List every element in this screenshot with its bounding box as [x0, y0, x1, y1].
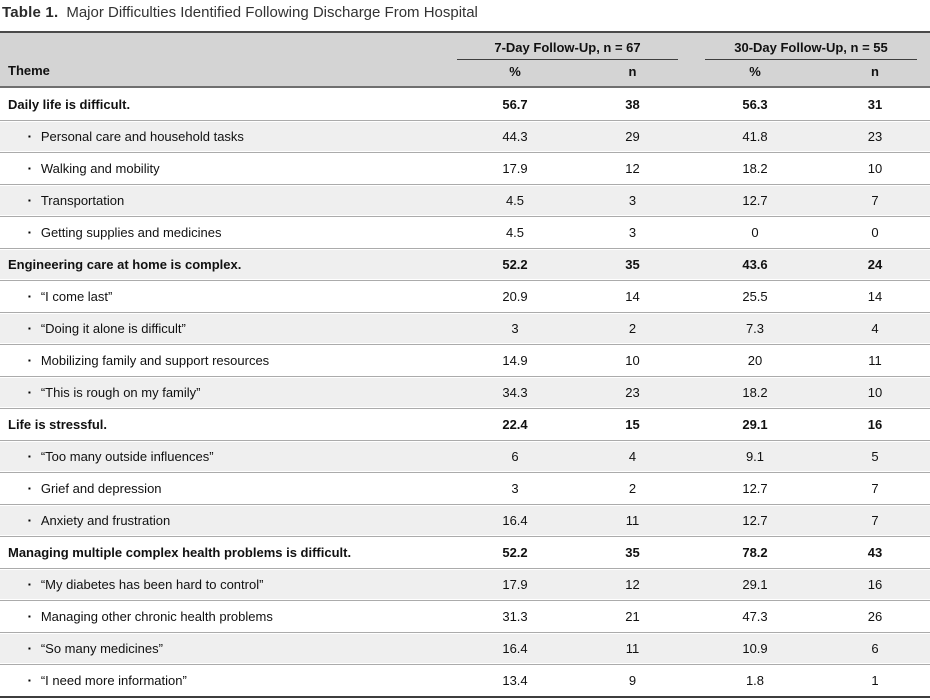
- value-cell-30day-n: 1: [871, 673, 879, 688]
- value-cell-30day-percent: 18.2: [742, 385, 768, 400]
- theme-label: Grief and depression: [40, 481, 162, 496]
- subheader-row-7day: [455, 60, 690, 86]
- theme-cell: [0, 609, 455, 624]
- value-cell-7day-percent: 16.4: [502, 513, 528, 528]
- value-cell-30day-n: 43: [867, 545, 883, 560]
- value-cell-30day-percent: 78.2: [742, 545, 768, 560]
- bullet-icon: ▪: [28, 484, 31, 493]
- table-row: [0, 632, 930, 664]
- value-cell-30day-percent: 7.3: [745, 321, 765, 336]
- value-cell-30day-n: 10: [867, 385, 883, 400]
- theme-label: Life is stressful.: [8, 417, 107, 432]
- value-cell-30day-percent: 0: [751, 225, 759, 240]
- value-cell-7day-percent: 34.3: [502, 385, 528, 400]
- value-cell-30day-n: 14: [867, 289, 883, 304]
- theme-cell: [0, 353, 455, 368]
- value-cell-30day-n: 5: [871, 449, 879, 464]
- theme-label: Anxiety and frustration: [40, 513, 171, 528]
- theme-cell: [0, 193, 455, 208]
- theme-label: Personal care and household tasks: [40, 129, 244, 144]
- value-cell-30day-n: 26: [867, 609, 883, 624]
- value-cell-30day-percent: 41.8: [742, 129, 768, 144]
- subheader-percent-30day: %: [749, 64, 761, 79]
- value-cell-7day-percent: 6: [511, 449, 519, 464]
- value-cell-30day-n: 24: [867, 257, 883, 272]
- theme-label: “Doing it alone is difficult”: [40, 321, 186, 336]
- bullet-icon: ▪: [28, 324, 31, 333]
- theme-label: Managing multiple complex health problems is difficult.: [8, 545, 352, 560]
- value-cell-30day-percent: 18.2: [742, 161, 768, 176]
- value-cell-7day-n: 14: [625, 289, 640, 304]
- value-cell-7day-n: 12: [625, 161, 640, 176]
- theme-cell: [0, 417, 455, 432]
- theme-cell: [0, 641, 455, 656]
- theme-cell: [0, 577, 455, 592]
- table-header: [0, 33, 930, 88]
- value-cell-7day-percent: 44.3: [502, 129, 528, 144]
- value-cell-7day-n: 15: [625, 417, 640, 432]
- theme-label: “Too many outside influences”: [40, 449, 214, 464]
- table-title: [0, 0, 930, 31]
- bullet-icon: ▪: [28, 292, 31, 301]
- theme-cell: [0, 385, 455, 400]
- value-cell-30day-percent: 12.7: [742, 481, 768, 496]
- table-row: [0, 152, 930, 184]
- value-cell-30day-n: 4: [871, 321, 879, 336]
- value-cell-7day-n: 35: [625, 545, 640, 560]
- theme-label: Daily life is difficult.: [8, 96, 131, 112]
- value-cell-30day-percent: 56.3: [742, 96, 768, 112]
- theme-label: “So many medicines”: [40, 641, 163, 656]
- bullet-icon: ▪: [28, 132, 31, 141]
- table-row: [0, 312, 930, 344]
- theme-cell: [0, 321, 455, 336]
- table-row: [0, 408, 930, 440]
- value-cell-30day-n: 7: [871, 193, 879, 208]
- table-row: [0, 184, 930, 216]
- bullet-icon: ▪: [28, 196, 31, 205]
- value-cell-7day-n: 12: [625, 577, 640, 592]
- theme-cell: [0, 129, 455, 144]
- theme-cell: [0, 673, 455, 688]
- table-row: [0, 344, 930, 376]
- value-cell-30day-n: 6: [871, 641, 879, 656]
- bullet-icon: ▪: [28, 228, 31, 237]
- value-cell-7day-percent: 4.5: [505, 225, 525, 240]
- theme-cell: [0, 97, 455, 112]
- table-row: [0, 504, 930, 536]
- bullet-icon: ▪: [28, 612, 31, 621]
- theme-cell: [0, 257, 455, 272]
- table-row: [0, 440, 930, 472]
- table-row: [0, 664, 930, 696]
- value-cell-30day-percent: 10.9: [742, 641, 768, 656]
- table-row: [0, 536, 930, 568]
- theme-label: “My diabetes has been hard to control”: [40, 577, 264, 592]
- theme-label: Engineering care at home is complex.: [8, 257, 242, 272]
- value-cell-30day-percent: 12.7: [742, 513, 768, 528]
- value-cell-7day-n: 3: [628, 225, 637, 240]
- value-cell-30day-n: 16: [867, 577, 883, 592]
- value-cell-7day-percent: 52.2: [502, 257, 528, 272]
- value-cell-30day-percent: 43.6: [742, 257, 768, 272]
- value-cell-7day-n: 23: [625, 385, 640, 400]
- table-row: [0, 248, 930, 280]
- theme-label: Mobilizing family and support resources: [40, 353, 270, 368]
- value-cell-7day-percent: 4.5: [505, 193, 525, 208]
- table-row: [0, 376, 930, 408]
- theme-cell: [0, 481, 455, 496]
- value-cell-30day-percent: 25.5: [742, 289, 768, 304]
- value-cell-7day-percent: 17.9: [502, 161, 528, 176]
- theme-label: Getting supplies and medicines: [40, 225, 222, 240]
- value-cell-7day-percent: 31.3: [502, 609, 528, 624]
- bullet-icon: ▪: [28, 452, 31, 461]
- value-cell-7day-n: 38: [625, 96, 640, 112]
- table-row: [0, 120, 930, 152]
- theme-label: Transportation: [40, 193, 125, 208]
- table-body: [0, 88, 930, 696]
- value-cell-7day-percent: 56.7: [502, 96, 528, 112]
- value-cell-7day-n: 4: [628, 449, 637, 464]
- value-cell-7day-percent: 3: [511, 481, 519, 496]
- value-cell-7day-n: 2: [628, 481, 637, 496]
- theme-cell: [0, 289, 455, 304]
- value-cell-30day-n: 10: [867, 161, 883, 176]
- table-row: [0, 472, 930, 504]
- value-cell-30day-percent: 29.1: [742, 577, 768, 592]
- value-cell-7day-percent: 14.9: [502, 353, 528, 368]
- difficulties-table: [0, 31, 930, 698]
- theme-label: “I come last”: [40, 289, 113, 304]
- value-cell-30day-n: 11: [868, 353, 882, 368]
- value-cell-7day-percent: 20.9: [502, 289, 528, 304]
- theme-column-header: Theme: [8, 63, 50, 78]
- table-title-text: Major Difficulties Identified Following Discharge From Hospital: [66, 4, 478, 21]
- value-cell-7day-n: 29: [625, 129, 640, 144]
- theme-cell: [0, 513, 455, 528]
- value-cell-30day-percent: 1.8: [745, 673, 765, 688]
- value-cell-30day-percent: 29.1: [742, 417, 768, 432]
- value-cell-30day-n: 0: [871, 225, 879, 240]
- value-cell-30day-n: 7: [871, 513, 879, 528]
- value-cell-30day-n: 16: [867, 417, 883, 432]
- table-row: [0, 600, 930, 632]
- value-cell-7day-n: 9: [628, 673, 637, 688]
- table-title-number: Table 1.: [2, 4, 59, 21]
- group-label-30day: 30-Day Follow-Up, n = 55: [705, 33, 917, 60]
- bullet-icon: ▪: [28, 644, 31, 653]
- subheader-n-7day: n: [628, 64, 637, 79]
- bullet-icon: ▪: [28, 164, 31, 173]
- bullet-icon: ▪: [28, 388, 31, 397]
- bullet-icon: ▪: [28, 516, 31, 525]
- theme-label: Walking and mobility: [40, 161, 160, 176]
- value-cell-7day-n: 35: [625, 257, 640, 272]
- theme-label: “This is rough on my family”: [40, 385, 201, 400]
- value-cell-7day-percent: 13.4: [502, 673, 528, 688]
- group-header-7day: [455, 33, 690, 86]
- value-cell-30day-n: 23: [867, 129, 883, 144]
- subheader-n-30day: n: [871, 64, 879, 79]
- theme-label: Managing other chronic health problems: [40, 609, 273, 624]
- table-row: [0, 216, 930, 248]
- value-cell-7day-n: 10: [625, 353, 640, 368]
- group-header-30day: [690, 33, 930, 86]
- value-cell-7day-n: 3: [628, 193, 637, 208]
- group-label-7day: 7-Day Follow-Up, n = 67: [457, 33, 678, 60]
- theme-label: “I need more information”: [40, 673, 187, 688]
- theme-cell: [0, 161, 455, 176]
- table-row: [0, 280, 930, 312]
- value-cell-7day-percent: 52.2: [502, 545, 528, 560]
- value-cell-30day-percent: 12.7: [742, 193, 768, 208]
- value-cell-30day-n: 7: [871, 481, 879, 496]
- theme-cell: [0, 225, 455, 240]
- value-cell-7day-percent: 22.4: [502, 417, 528, 432]
- theme-cell: [0, 449, 455, 464]
- value-cell-7day-n: 11: [625, 513, 640, 528]
- value-cell-30day-percent: 20: [747, 353, 763, 368]
- table-row: [0, 88, 930, 120]
- value-cell-7day-percent: 16.4: [502, 641, 528, 656]
- bullet-icon: ▪: [28, 356, 31, 365]
- value-cell-7day-percent: 3: [511, 321, 519, 336]
- bullet-icon: ▪: [28, 580, 31, 589]
- subheader-row-30day: [690, 60, 930, 86]
- subheader-percent-7day: %: [509, 64, 521, 79]
- table-row: [0, 568, 930, 600]
- value-cell-7day-n: 21: [625, 609, 640, 624]
- value-cell-30day-percent: 47.3: [742, 609, 768, 624]
- value-cell-7day-n: 2: [628, 321, 637, 336]
- bullet-icon: ▪: [28, 676, 31, 685]
- value-cell-7day-percent: 17.9: [502, 577, 528, 592]
- value-cell-7day-n: 11: [625, 641, 640, 656]
- value-cell-30day-percent: 9.1: [745, 449, 765, 464]
- theme-cell: [0, 545, 455, 560]
- value-cell-30day-n: 31: [867, 96, 883, 112]
